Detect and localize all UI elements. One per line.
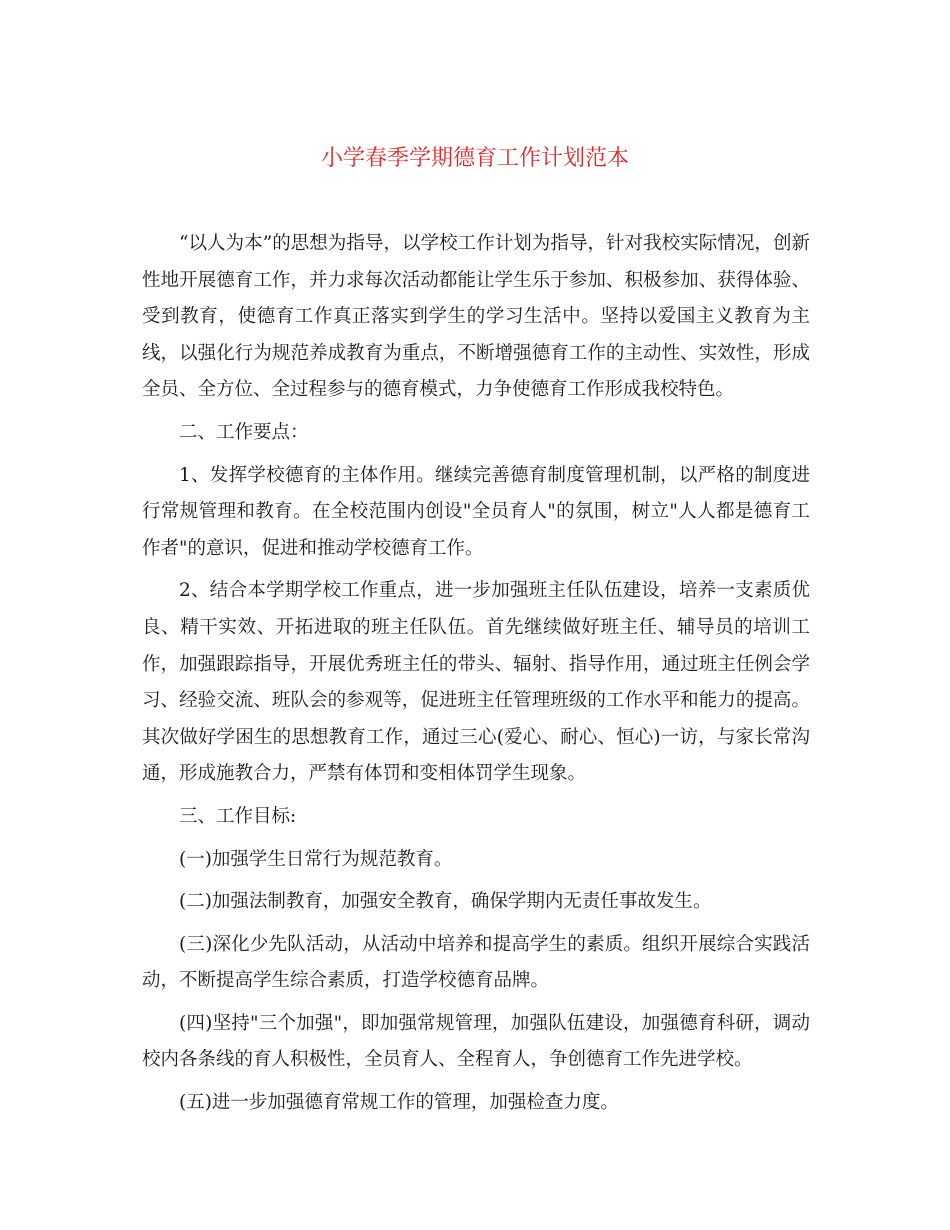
document-title: 小学春季学期德育工作计划范本 [320,146,629,171]
paragraph-goal-4: (四)坚持"三个加强"，即加强常规管理，加强队伍建设，加强德育科研，调动校内各条线的育人积极性，全员育人、全程育人，争创德育工作先进学校。 [142,1012,810,1071]
paragraph-goal-3: (三)深化少先队活动，从活动中培养和提高学生的素质。组织开展综合实践活动，不断提高学生综合素质，打造学校德育品牌。 [142,933,810,992]
section-heading-work-goals: 三、工作目标: [179,805,297,827]
paragraph-goal-2: (二)加强法制教育，加强安全教育，确保学期内无责任事故发生。 [179,891,712,913]
paragraph-intro: “以人为本”的思想为指导，以学校工作计划为指导，针对我校实际情况，创新性地开展德育工作，并力求每次活动都能让学生乐于参加、积极参加、获得体验、受到教育，使德育工作真正落实到学生的学习生活中。坚持以爱国主义教育为主线，以强化行为规范养成教育为重点，不断增强德育工作的主动性、实效性，形成全员、全方位、全过程参与的德育模式，力争使德育工作形成我校特色。 [142,233,810,401]
document-body [142,226,810,1128]
paragraph-point-2: 2、结合本学期学校工作重点，进一步加强班主任队伍建设，培养一支素质优良、精干实效、开拓进取的班主任队伍。首先继续做好班主任、辅导员的培训工作，加强跟踪指导，开展优秀班主任的带头、辐射、指导作用，通过班主任例会学习、经验交流、班队会的参观等，促进班主任管理班级的工作水平和能力的提高。其次做好学困生的思想教育工作，通过三心(爱心、耐心、恒心)一访，与家长常沟通，形成施教合力，严禁有体罚和变相体罚学生现象。 [142,580,810,785]
paragraph-point-1: 1、发挥学校德育的主体作用。继续完善德育制度管理机制，以严格的制度进行常规管理和教育。在全校范围内创设"全员育人"的氛围，树立"人人都是德育工作者"的意识，促进和推动学校德育工作。 [142,464,810,559]
paragraph-goal-5: (五)进一步加强德育常规工作的管理，加强检查力度。 [179,1092,619,1114]
section-heading-work-points: 二、工作要点： [179,421,309,443]
paragraph-goal-1: (一)加强学生日常行为规范教育。 [179,848,453,870]
